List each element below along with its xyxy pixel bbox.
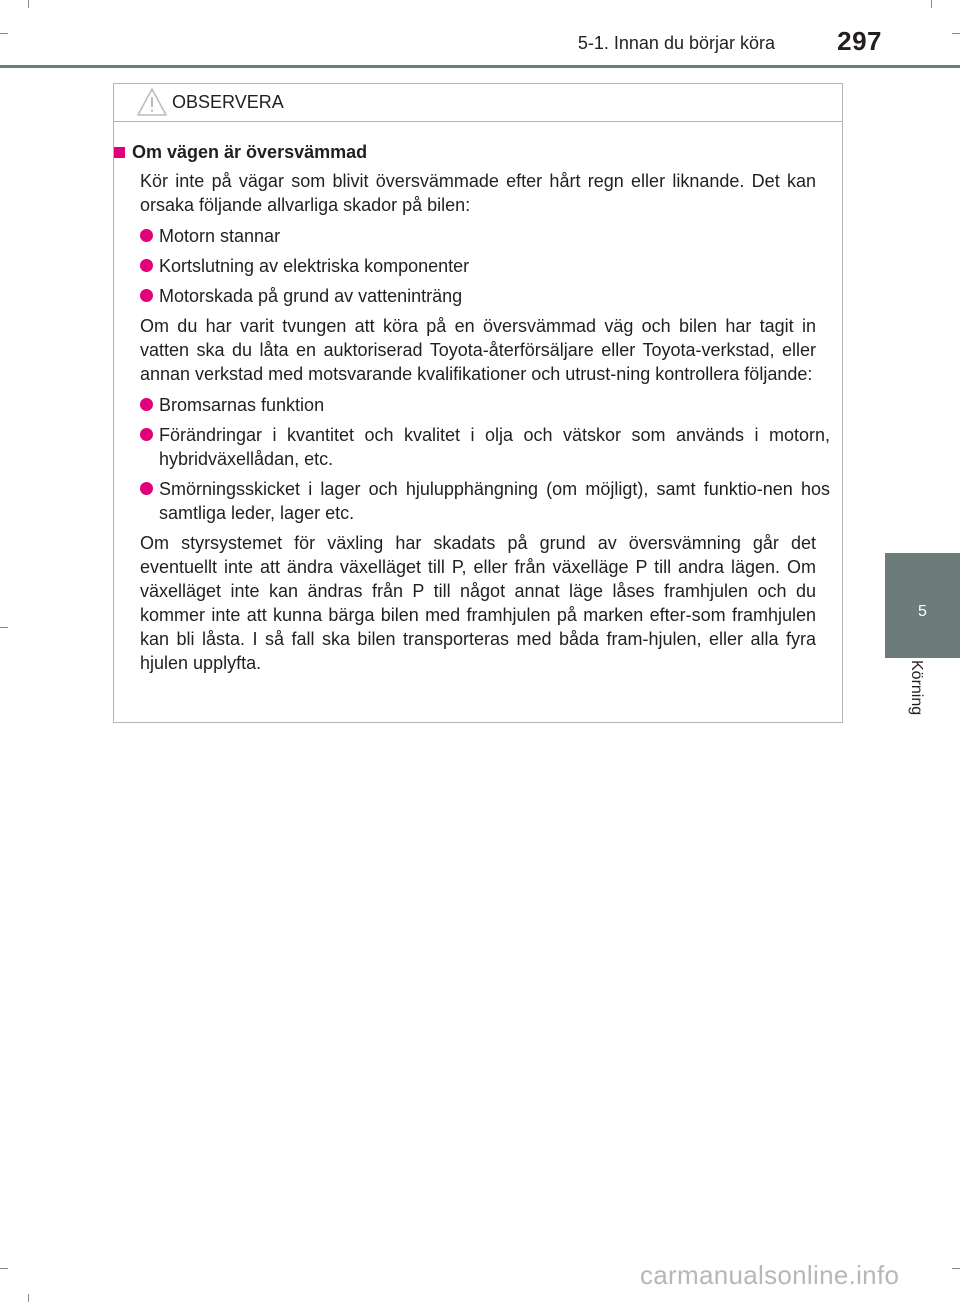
crop-mark	[0, 1268, 8, 1269]
chapter-label: Körning	[908, 660, 925, 716]
chapter-number: 5	[918, 603, 927, 620]
bullet-icon	[140, 482, 153, 495]
caution-content	[114, 169, 830, 675]
list-item	[140, 284, 830, 308]
list-item-text: Kortslutning av elektriska komponenter	[159, 256, 470, 276]
subheading-text: Om vägen är översvämmad	[132, 142, 368, 162]
crop-mark	[28, 0, 29, 8]
caution-title: OBSERVERA	[172, 92, 284, 112]
warning-triangle-icon	[136, 87, 168, 117]
crop-mark	[28, 1294, 29, 1302]
crop-mark	[952, 33, 960, 34]
list-item-text: Motorn stannar	[159, 226, 281, 246]
caution-body	[114, 140, 830, 682]
bullet-icon	[140, 398, 153, 411]
bullet-icon	[140, 229, 153, 242]
closing-paragraph: Om styrsystemet för växling har skadats på grund av översvämning går det eventuellt inte att ändra växelläget till P, eller från växelläge P till andra lägen. Om växelläget inte kan ändras från P till något annat läge låses framhjulen och du kommer inte att kunna bärga bilen med framhjulen på marken efter-som framhjulen kan bli låsta. I så fall ska bilen transporteras med båda fram-hjulen, eller alla fyra hjulen upplyfta.	[140, 533, 816, 673]
list-item	[140, 477, 830, 525]
subheading	[114, 140, 814, 164]
caution-header	[114, 84, 842, 122]
list-item	[140, 224, 830, 248]
list-item	[140, 393, 830, 417]
list-item	[140, 254, 830, 278]
section-title: 5-1. Innan du börjar köra	[577, 33, 775, 53]
list-item-text: Bromsarnas funktion	[159, 395, 325, 415]
intro-paragraph: Kör inte på vägar som blivit översvämmade efter hårt regn eller liknande. Det kan orsaka följande allvarliga skador på bilen:	[140, 171, 816, 215]
list-item	[140, 423, 830, 471]
caution-box	[113, 83, 843, 723]
bullet-icon	[140, 289, 153, 302]
list-item-text: Förändringar i kvantitet och kvalitet i olja och vätskor som används i motorn, hybridväxellådan, etc.	[159, 425, 830, 469]
watermark-text: carmanualsonline.info	[640, 1260, 900, 1290]
crop-mark	[0, 33, 8, 34]
crop-mark	[0, 627, 8, 628]
list-item-text: Smörningsskicket i lager och hjulupphängning (om möjligt), samt funktio-nen hos samtliga leder, lager etc.	[159, 479, 830, 523]
bullet-icon	[140, 428, 153, 441]
check-paragraph: Om du har varit tvungen att köra på en översvämmad väg och bilen har tagit in vatten ska du låta en auktoriserad Toyota-återförsäljare eller Toyota-verkstad, eller annan verkstad med motsvarande kvalifikationer och utrust-ning kontrollera följande:	[140, 316, 816, 384]
page-number: 297	[837, 26, 882, 56]
crop-mark	[931, 0, 932, 8]
square-bullet-icon	[114, 147, 125, 158]
bullet-icon	[140, 259, 153, 272]
chapter-tab	[885, 553, 960, 658]
list-item-text: Motorskada på grund av vatteninträng	[159, 286, 463, 306]
header-rule	[0, 65, 960, 68]
